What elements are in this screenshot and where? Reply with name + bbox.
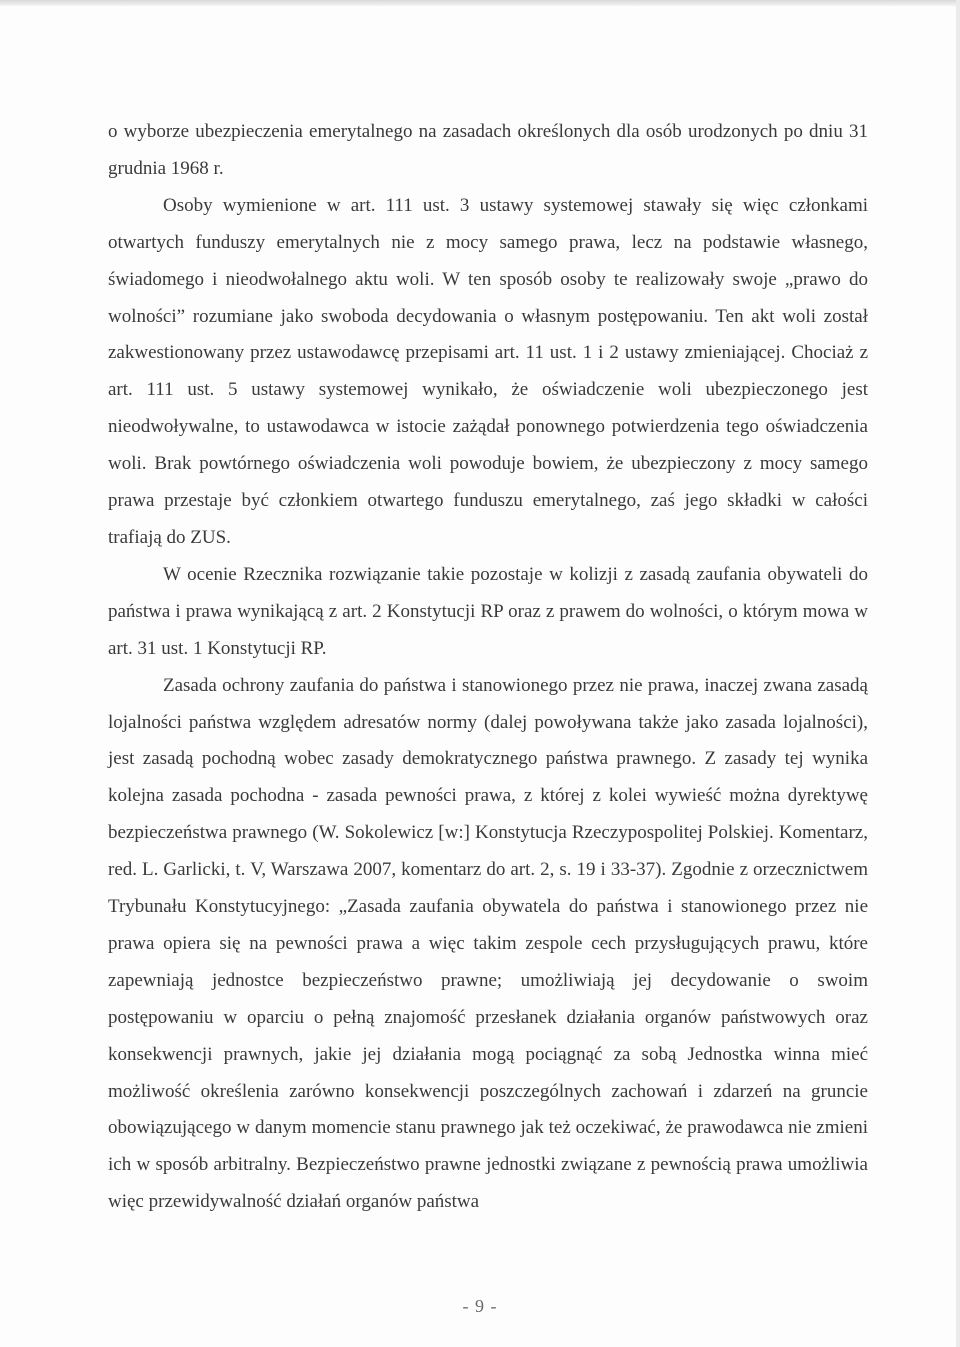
paragraph-3: W ocenie Rzecznika rozwiązanie takie pozostaje w kolizji z zasadą zaufania obywateli do państwa i prawa wynikającą z art. 2 Konstytucji RP oraz z prawem do wolności, o którym mowa w art. 31 ust. 1 Konstytucji RP. [108, 563, 868, 659]
paragraph-2: Osoby wymienione w art. 111 ust. 3 ustawy systemowej stawały się więc członkami otwartych funduszy emerytalnych nie z mocy samego prawa, lecz na podstawie własnego, świadomego i nieodwołalnego aktu woli. W ten sposób osoby te realizowały swoje „prawo do wolności” rozumiane jako swoboda decydowania o własnym postępowaniu. Ten akt woli został zakwestionowany przez ustawodawcę przepisami art. 11 ust. 1 i 2 ustawy zmieniającej. Chociaż z art. 111 ust. 5 ustawy systemowej wynikało, że oświadczenie woli ubezpieczonego jest nieodwoływalne, to ustawodawca w istocie zażądał ponownego potwierdzenia tego oświadczenia woli. Brak powtórnego oświadczenia woli powoduje bowiem, że ubezpieczony z mocy samego prawa przestaje być członkiem otwartego funduszu emerytalnego, zaś jego składki w całości trafiają do ZUS. [108, 194, 868, 548]
right-scan-edge [956, 0, 960, 1347]
page-number: - 9 - [462, 1296, 498, 1316]
body-text [108, 114, 868, 1221]
paragraph-4: Zasada ochrony zaufania do państwa i stanowionego przez nie prawa, inaczej zwana zasadą lojalności państwa względem adresatów normy (dalej powoływana także jako zasada lojalności), jest zasadą pochodną wobec zasady demokratycznego państwa prawnego. Z zasady tej wynika kolejna zasada pochodna - zasada pewności prawa, z której z kolei wywieść można dyrektywę bezpieczeństwa prawnego (W. Sokolewicz [w:] Konstytucja Rzeczypospolitej Polskiej. Komentarz, red. L. Garlicki, t. V, Warszawa 2007, komentarz do art. 2, s. 19 i 33-37). Zgodnie z orzecznictwem Trybunału Konstytucyjnego: „Zasada zaufania obywatela do państwa i stanowionego przez nie prawa opiera się na pewności prawa a więc takim zespole cech przysługujących prawu, które zapewniają jednostce bezpieczeństwo prawne; umożliwiają jej decydowanie o swoim postępowaniu w oparciu o pełną znajomość przesłanek działania organów państwowych oraz konsekwencji prawnych, jakie jej działania mogą pociągnąć za sobą Jednostka winna mieć możliwość określenia zarówno konsekwencji poszczególnych zachowań i zdarzeń na gruncie obowiązującego w danym momencie stanu prawnego jak też oczekiwać, że prawodawca nie zmieni ich w sposób arbitralny. Bezpieczeństwo prawne jednostki związane z pewnością prawa umożliwia więc przewidywalność działań organów państwa [108, 674, 868, 1213]
top-scan-edge [0, 0, 960, 6]
paragraph-1: o wyborze ubezpieczenia emerytalnego na zasadach określonych dla osób urodzonych po dniu 31 grudnia 1968 r. [108, 121, 868, 179]
